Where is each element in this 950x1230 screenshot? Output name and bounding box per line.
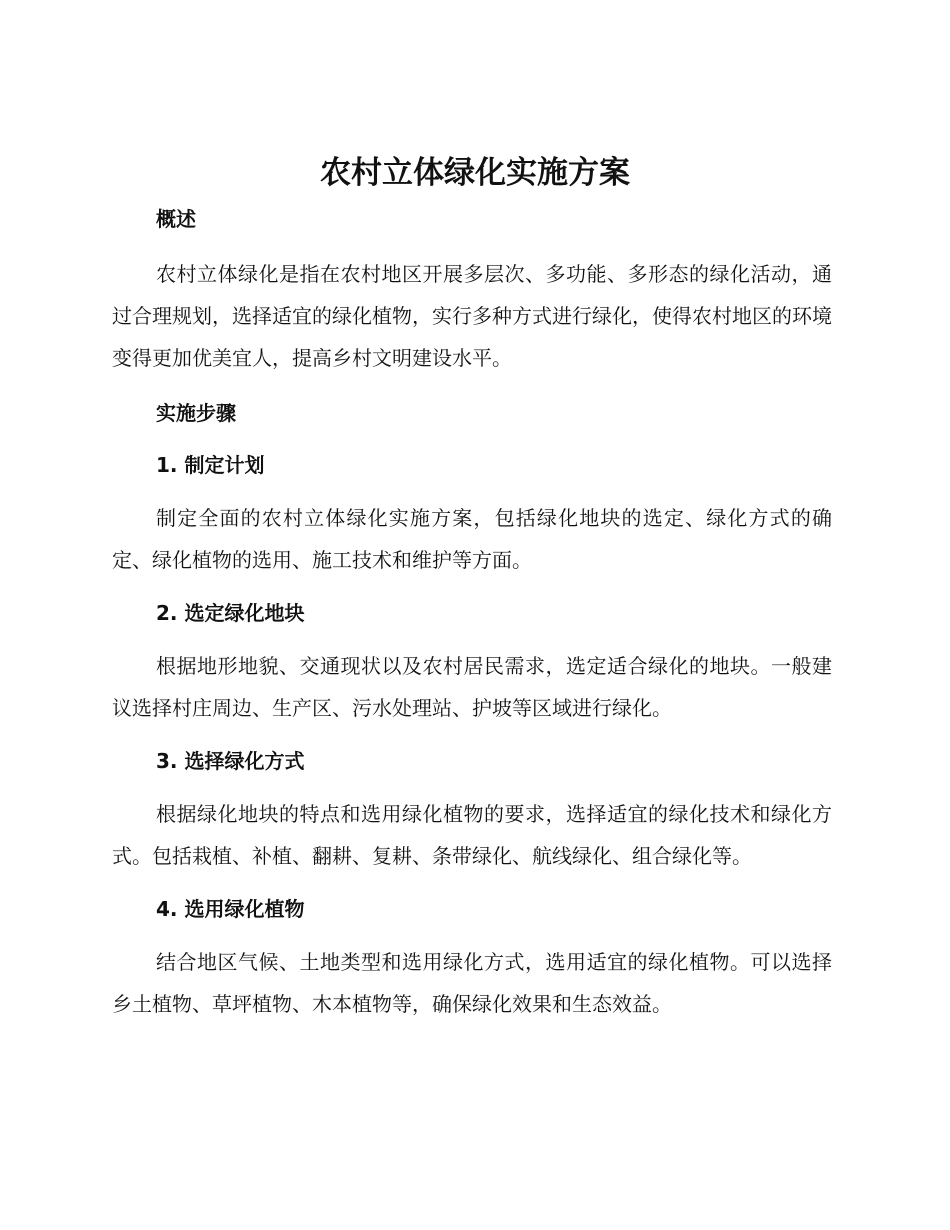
step-4-heading: 4. 选用绿化植物 [156, 897, 305, 921]
steps-heading: 实施步骤 [156, 401, 236, 425]
document-title: 农村立体绿化实施方案 [320, 155, 630, 191]
step-4-paragraph: 结合地区气候、土地类型和选用绿化方式，选用适宜的绿化植物。可以选择乡土植物、草坪植物、木本植物等，确保绿化效果和生态效益。 [112, 950, 832, 1016]
step-1-paragraph: 制定全面的农村立体绿化实施方案，包括绿化地块的选定、绿化方式的确定、绿化植物的选用、施工技术和维护等方面。 [112, 506, 832, 572]
step-2-paragraph: 根据地形地貌、交通现状以及农村居民需求，选定适合绿化的地块。一般建议选择村庄周边、生产区、污水处理站、护坡等区域进行绿化。 [112, 654, 832, 720]
document-body [112, 199, 832, 1025]
step-2-heading: 2. 选定绿化地块 [156, 601, 305, 625]
overview-heading: 概述 [156, 207, 196, 231]
step-1-heading: 1. 制定计划 [156, 453, 265, 477]
step-3-paragraph: 根据绿化地块的特点和选用绿化植物的要求，选择适宜的绿化技术和绿化方式。包括栽植、补植、翻耕、复耕、条带绿化、航线绿化、组合绿化等。 [112, 802, 832, 868]
overview-paragraph: 农村立体绿化是指在农村地区开展多层次、多功能、多形态的绿化活动，通过合理规划，选择适宜的绿化植物，实行多种方式进行绿化，使得农村地区的环境变得更加优美宜人，提高乡村文明建设水平。 [112, 262, 832, 370]
step-3-heading: 3. 选择绿化方式 [156, 749, 305, 773]
